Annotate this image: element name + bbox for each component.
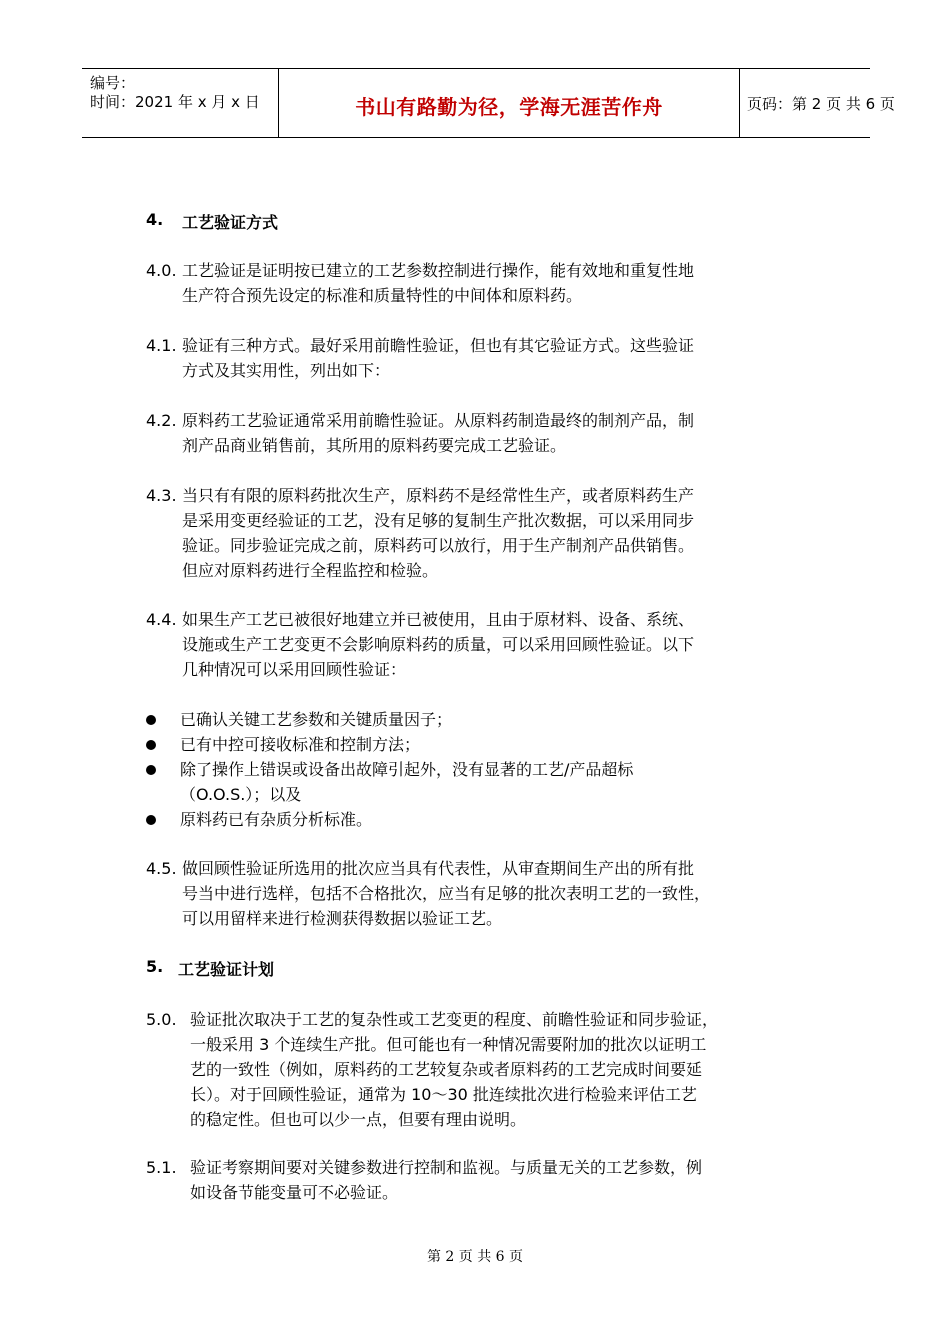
paragraph-number: 5.1. <box>146 1158 177 1177</box>
list-item-text: （O.O.S.）；以及 <box>180 785 302 804</box>
paragraph <box>146 333 826 383</box>
section-title: 工艺验证计划 <box>178 960 275 979</box>
paragraph <box>146 408 826 458</box>
paragraph-line: 如果生产工艺已被很好地建立并已被使用，且由于原材料、设备、系统、 <box>182 610 695 629</box>
paragraph-line: 生产符合预先设定的标准和质量特性的中间体和原料药。 <box>182 286 583 305</box>
paragraph-line: 设施或生产工艺变更不会影响原料药的质量，可以采用回顾性验证。以下 <box>182 635 695 654</box>
bullet-dot-icon <box>146 815 156 825</box>
list-item-continuation <box>146 782 826 807</box>
paragraph <box>146 607 826 682</box>
paragraph-number: 5.0. <box>146 1010 177 1029</box>
header-motto: 书山有路勤为径，学海无涯苦作舟 <box>355 95 663 119</box>
paragraph <box>146 856 826 931</box>
header-page-info: 页码：第 2 页 共 6 页 <box>747 95 895 113</box>
header-page-cell <box>739 69 895 137</box>
paragraph-line: 一般采用 3 个连续生产批。但可能也有一种情况需要附加的批次以证明工 <box>190 1035 707 1054</box>
list-item-text: 除了操作上错误或设备出故障引起外，没有显著的工艺/产品超标 <box>180 760 634 779</box>
paragraph-line: 但应对原料药进行全程监控和检验。 <box>182 561 439 580</box>
list-item <box>146 757 826 782</box>
paragraph <box>146 483 826 583</box>
paragraph-line: 几种情况可以采用回顾性验证： <box>182 660 407 679</box>
paragraph-line: 验证考察期间要对关键参数进行控制和监视。与质量无关的工艺参数，例 <box>190 1158 703 1177</box>
header-left-cell <box>82 69 278 137</box>
paragraph <box>146 1007 826 1132</box>
paragraph-number: 4.5. <box>146 859 177 878</box>
paragraph-line: 号当中进行选样，包括不合格批次，应当有足够的批次表明工艺的一致性， <box>182 884 711 903</box>
paragraph <box>146 258 826 308</box>
section-number: 4. <box>146 210 164 229</box>
paragraph-number: 4.0. <box>146 261 177 280</box>
page-footer: 第 2 页 共 6 页 <box>426 1249 524 1265</box>
paragraph-line: 艺的一致性（例如，原料药的工艺较复杂或者原料药的工艺完成时间要延 <box>190 1060 703 1079</box>
paragraph-line: 原料药工艺验证通常采用前瞻性验证。从原料药制造最终的制剂产品，制 <box>182 411 695 430</box>
list-item <box>146 807 826 832</box>
section-title: 工艺验证方式 <box>182 213 279 232</box>
paragraph-line: 长）。对于回顾性验证，通常为 10～30 批连续批次进行检验来评估工艺 <box>190 1085 697 1104</box>
paragraph-number: 4.3. <box>146 486 177 505</box>
date-label: 时间：2021 年 x 月 x 日 <box>90 93 260 111</box>
doc-number-label: 编号： <box>90 74 136 92</box>
paragraph-line: 当只有有限的原料药批次生产，原料药不是经常性生产，或者原料药生产 <box>182 486 695 505</box>
page-header <box>82 68 895 138</box>
bullet-dot-icon <box>146 765 156 775</box>
paragraph-number: 4.2. <box>146 411 177 430</box>
paragraph-line: 可以用留样来进行检测获得数据以验证工艺。 <box>182 909 503 928</box>
paragraph-line: 工艺验证是证明按已建立的工艺参数控制进行操作，能有效地和重复性地 <box>182 261 695 280</box>
paragraph-line: 是采用变更经验证的工艺，没有足够的复制生产批次数据，可以采用同步 <box>182 511 695 530</box>
bullet-dot-icon <box>146 715 156 725</box>
paragraph-line: 的稳定性。但也可以少一点，但要有理由说明。 <box>190 1110 527 1129</box>
paragraph <box>146 1155 826 1205</box>
paragraph-line: 做回顾性验证所选用的批次应当具有代表性，从审查期间生产出的所有批 <box>182 859 695 878</box>
paragraph-line: 如设备节能变量可不必验证。 <box>190 1183 399 1202</box>
header-motto-cell <box>278 69 740 137</box>
paragraph-line: 验证。同步验证完成之前，原料药可以放行，用于生产制剂产品供销售。 <box>182 536 695 555</box>
bullet-dot-icon <box>146 740 156 750</box>
paragraph-number: 4.4. <box>146 610 177 629</box>
paragraph-line: 验证有三种方式。最好采用前瞻性验证，但也有其它验证方式。这些验证 <box>182 336 695 355</box>
list-item-text: 已有中控可接收标准和控制方法； <box>180 735 421 754</box>
paragraph-line: 剂产品商业销售前，其所用的原料药要完成工艺验证。 <box>182 436 567 455</box>
paragraph-line: 验证批次取决于工艺的复杂性或工艺变更的程度、前瞻性验证和同步验证， <box>190 1010 719 1029</box>
section-number: 5. <box>146 957 164 976</box>
paragraph-number: 4.1. <box>146 336 177 355</box>
list-item <box>146 732 826 757</box>
list-item-text: 原料药已有杂质分析标准。 <box>180 810 373 829</box>
list-item-text: 已确认关键工艺参数和关键质量因子； <box>180 710 453 729</box>
bullet-list <box>146 707 826 832</box>
list-item <box>146 707 826 732</box>
paragraph-line: 方式及其实用性，列出如下： <box>182 361 391 380</box>
